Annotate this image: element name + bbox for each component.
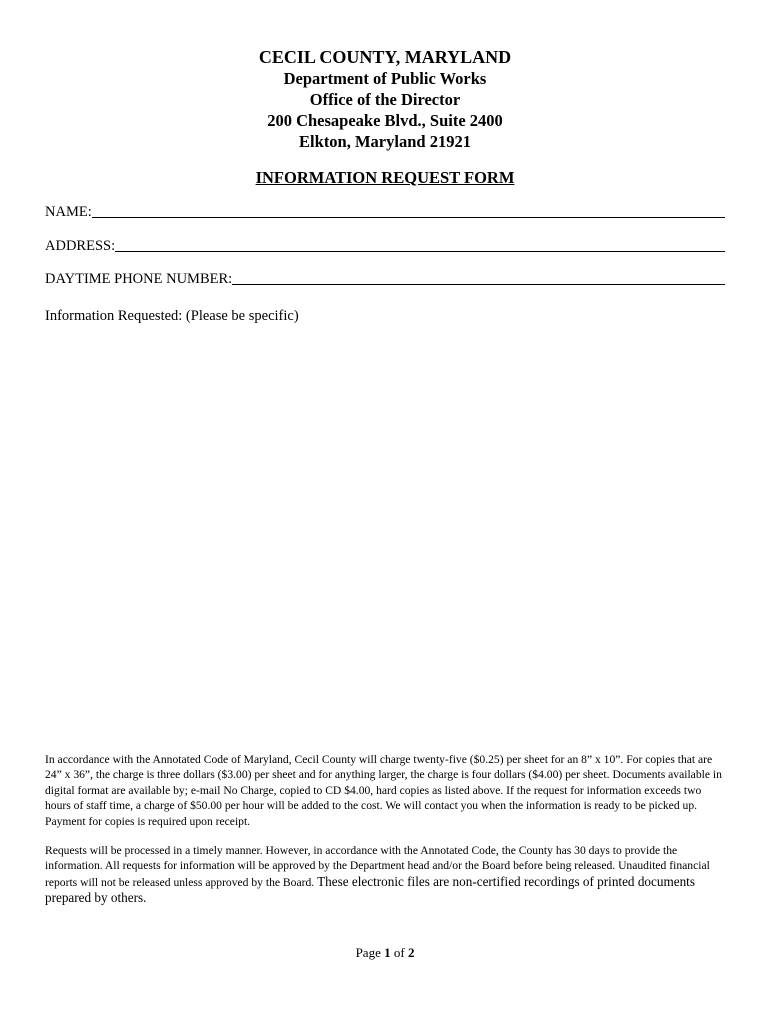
address-label: ADDRESS: xyxy=(45,238,116,254)
page-total: 2 xyxy=(407,945,415,960)
address-field[interactable] xyxy=(45,238,725,255)
street-address: 200 Chesapeake Blvd., Suite 2400 xyxy=(267,111,503,130)
department-name: Department of Public Works xyxy=(283,69,487,88)
name-field[interactable] xyxy=(45,204,725,221)
county-name: CECIL COUNTY, MARYLAND xyxy=(258,47,512,67)
name-input-line[interactable] xyxy=(92,216,725,218)
page-prefix: Page xyxy=(355,945,385,960)
fee-notice-paragraph: In accordance with the Annotated Code of Maryland, Cecil County will charge twenty-five ($0.25) per sheet for an 8” x 10”. For copies that are 24” x 36”, the charge is three dollars ($3.00) per sheet and for anything larger, the charge is four dollars ($4.00) per sheet. Documents available in digital format are available by; e-mail No Charge, copied to CD $4.00, hard copies as listed above. If the request for information exceeds two hours of staff time, a charge of $50.00 per hour will be added to the cost. We will contact you when the information is ready to be picked up. Payment for copies is required upon receipt. xyxy=(45,753,722,828)
letterhead xyxy=(0,46,770,152)
electronic-files-notice: These electronic files are non-certified recordings of printed documents prepared by others. xyxy=(45,873,695,906)
city-address: Elkton, Maryland 21921 xyxy=(299,132,471,151)
address-input-line[interactable] xyxy=(115,250,725,252)
name-label: NAME: xyxy=(45,204,92,220)
page-current: 1 xyxy=(384,945,391,960)
information-requested-label: Information Requested: (Please be specific) xyxy=(45,308,299,324)
page-number xyxy=(0,945,770,961)
office-name: Office of the Director xyxy=(309,90,461,109)
phone-field[interactable] xyxy=(45,271,725,288)
processing-notice-text: Requests will be processed in a timely manner. However, in accordance with the Annotated Code, the County has 30 days to provide the information. All requests for information will be approved by the Department head and/or the Board before being released. Unaudited financial reports will not be released unless approved by the Board. xyxy=(45,844,710,889)
form-title: INFORMATION REQUEST FORM xyxy=(255,168,515,187)
processing-notice-paragraph xyxy=(45,843,725,907)
phone-label: DAYTIME PHONE NUMBER: xyxy=(45,271,233,287)
phone-input-line[interactable] xyxy=(232,283,725,285)
page-of: of xyxy=(390,945,408,960)
